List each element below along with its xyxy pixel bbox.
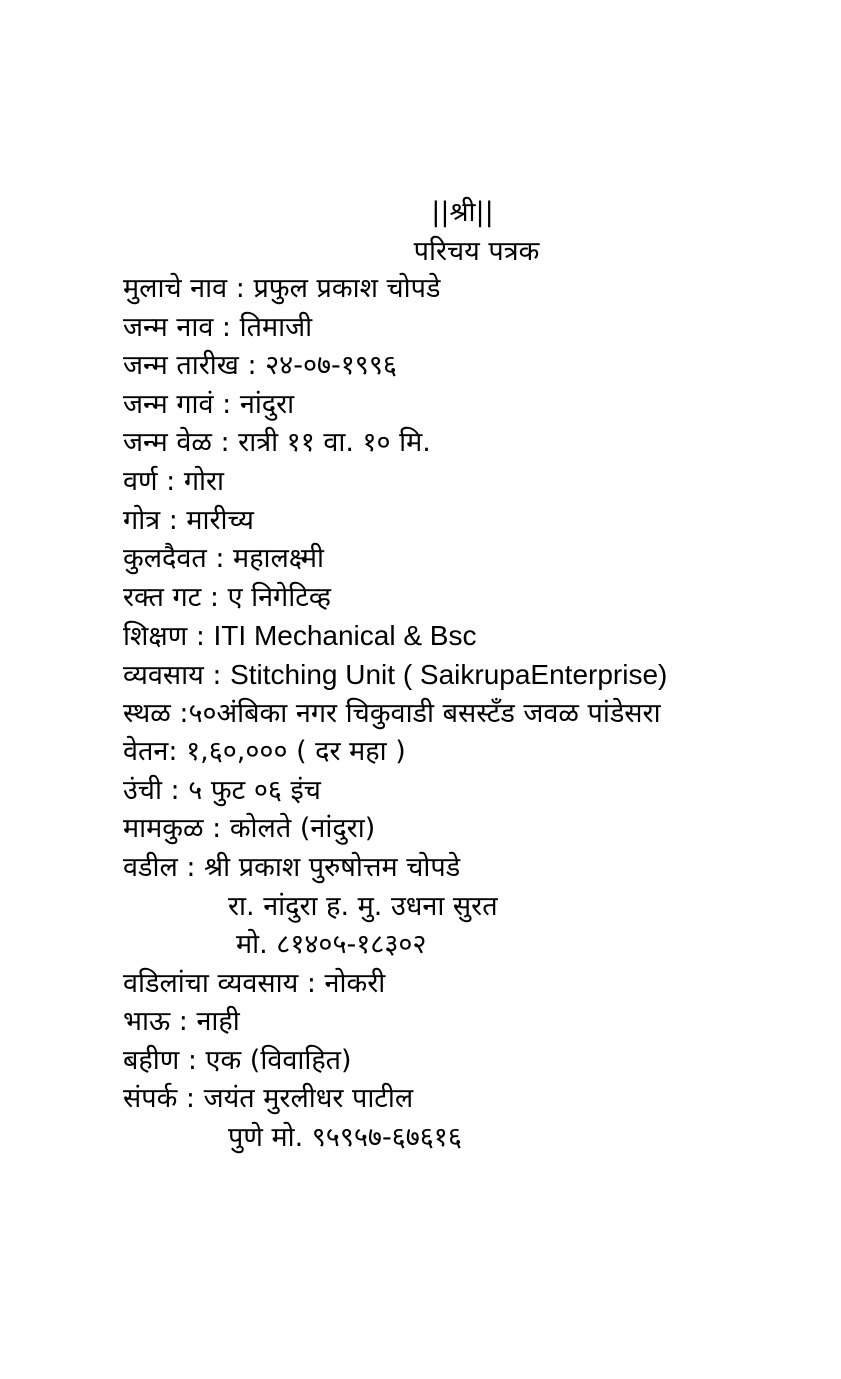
field-value: कोलते (नांदुरा)	[229, 813, 376, 845]
field-value: रात्री ११ वा. १० मि.	[238, 427, 431, 459]
field-birth-place	[123, 386, 823, 425]
field-father-occupation	[123, 965, 823, 1004]
father-address-line: रा. नांदुरा ह. मु. उधना सुरत	[228, 890, 498, 922]
field-value: मारीच्य	[186, 504, 254, 536]
field-separator: :	[157, 465, 184, 497]
field-birth-name	[123, 309, 823, 348]
field-value: महालक्ष्मी	[233, 543, 324, 575]
field-value: गोरा	[183, 465, 225, 497]
field-father	[123, 849, 823, 888]
field-label: व्यवसाय	[123, 659, 204, 691]
field-separator: :	[213, 311, 240, 343]
field-separator: :	[168, 736, 187, 768]
field-value: एक (विवाहित)	[205, 1044, 352, 1076]
field-label: संपर्क	[123, 1083, 178, 1115]
field-value: ५०अंबिका नगर चिकुवाडी बसस्टँड जवळ पांडेसरा	[188, 697, 661, 729]
field-separator: :	[177, 851, 205, 883]
field-separator: :	[213, 388, 240, 420]
field-label: गोत्र	[123, 504, 161, 536]
field-label: उंची	[123, 774, 162, 806]
biodata-fields	[123, 270, 823, 1158]
field-contact	[123, 1080, 823, 1119]
field-birth-time	[123, 424, 823, 463]
field-value: ५ फुट ०६ इंच	[188, 774, 321, 806]
field-brother	[123, 1003, 823, 1042]
field-separator: :	[160, 504, 187, 536]
shri-heading: ||श्री||	[431, 197, 494, 228]
field-value: नाही	[196, 1006, 240, 1038]
field-kuldaivat	[123, 540, 823, 579]
field-separator: :	[206, 543, 234, 575]
field-label: शिक्षण	[123, 621, 188, 653]
field-label: स्थळ	[123, 697, 171, 729]
field-label: भाऊ	[123, 1006, 171, 1038]
field-separator: :	[179, 1044, 206, 1076]
field-label: वेतन	[123, 736, 169, 768]
field-separator: :	[187, 621, 214, 653]
father-mobile-line: मो. ८१४०५-१८३०२	[236, 929, 427, 961]
field-value: १,६०,००० ( दर महा )	[186, 736, 406, 768]
field-value: २४-०७-१९९६	[265, 350, 397, 382]
field-label: वडिलांचा व्यवसाय	[123, 967, 299, 999]
field-value: Stitching Unit ( SaikrupaEnterprise)	[230, 658, 668, 690]
field-sister	[123, 1042, 823, 1081]
field-separator: :	[298, 967, 325, 999]
field-occupation	[123, 656, 823, 695]
field-complexion	[123, 463, 823, 502]
field-separator: :	[203, 659, 231, 691]
field-label: कुलदैवत	[123, 543, 207, 575]
field-label: मुलाचे नाव	[123, 273, 228, 304]
field-label: रक्त गट	[123, 581, 202, 613]
field-location	[123, 695, 823, 734]
contact-mobile-line: पुणे मो. ९५९५७-६७६१६	[228, 1122, 462, 1154]
field-value: नोकरी	[324, 967, 386, 999]
field-separator: :	[203, 813, 230, 845]
field-birth-date	[123, 347, 823, 386]
field-label: वडील	[123, 851, 178, 883]
field-separator: :	[161, 774, 189, 806]
field-value: नांदुरा	[239, 388, 295, 420]
field-separator: :	[227, 273, 254, 304]
field-label: जन्म नाव	[123, 311, 214, 343]
document-title: परिचय पत्रक	[413, 236, 540, 267]
field-gotra	[123, 502, 823, 541]
field-value: श्री प्रकाश पुरुषोत्तम चोपडे	[204, 851, 461, 883]
field-separator: :	[177, 1083, 204, 1115]
field-boy-name	[123, 270, 823, 309]
field-blood-group	[123, 579, 823, 618]
field-value: ए निगेटिव्ह	[227, 581, 331, 613]
field-value: जयंत मुरलीधर पाटील	[203, 1083, 414, 1115]
field-separator: :	[170, 697, 189, 729]
field-salary	[123, 733, 823, 772]
field-separator: :	[211, 427, 239, 459]
field-value: तिमाजी	[239, 311, 313, 343]
field-value: ITI Mechanical & Bsc	[213, 620, 477, 652]
field-label: जन्म गावं	[123, 388, 214, 420]
field-education	[123, 617, 823, 656]
field-label: बहीण	[123, 1044, 180, 1076]
field-height	[123, 772, 823, 811]
field-label: मामकुळ	[123, 813, 204, 845]
field-value: प्रफुल प्रकाश चोपडे	[253, 273, 441, 304]
field-label: जन्म वेळ	[123, 427, 212, 459]
field-separator: :	[238, 350, 266, 382]
field-separator: :	[201, 581, 228, 613]
field-label: वर्ण	[123, 465, 158, 497]
field-mamkul	[123, 810, 823, 849]
field-separator: :	[170, 1006, 197, 1038]
field-label: जन्म तारीख	[123, 350, 239, 382]
